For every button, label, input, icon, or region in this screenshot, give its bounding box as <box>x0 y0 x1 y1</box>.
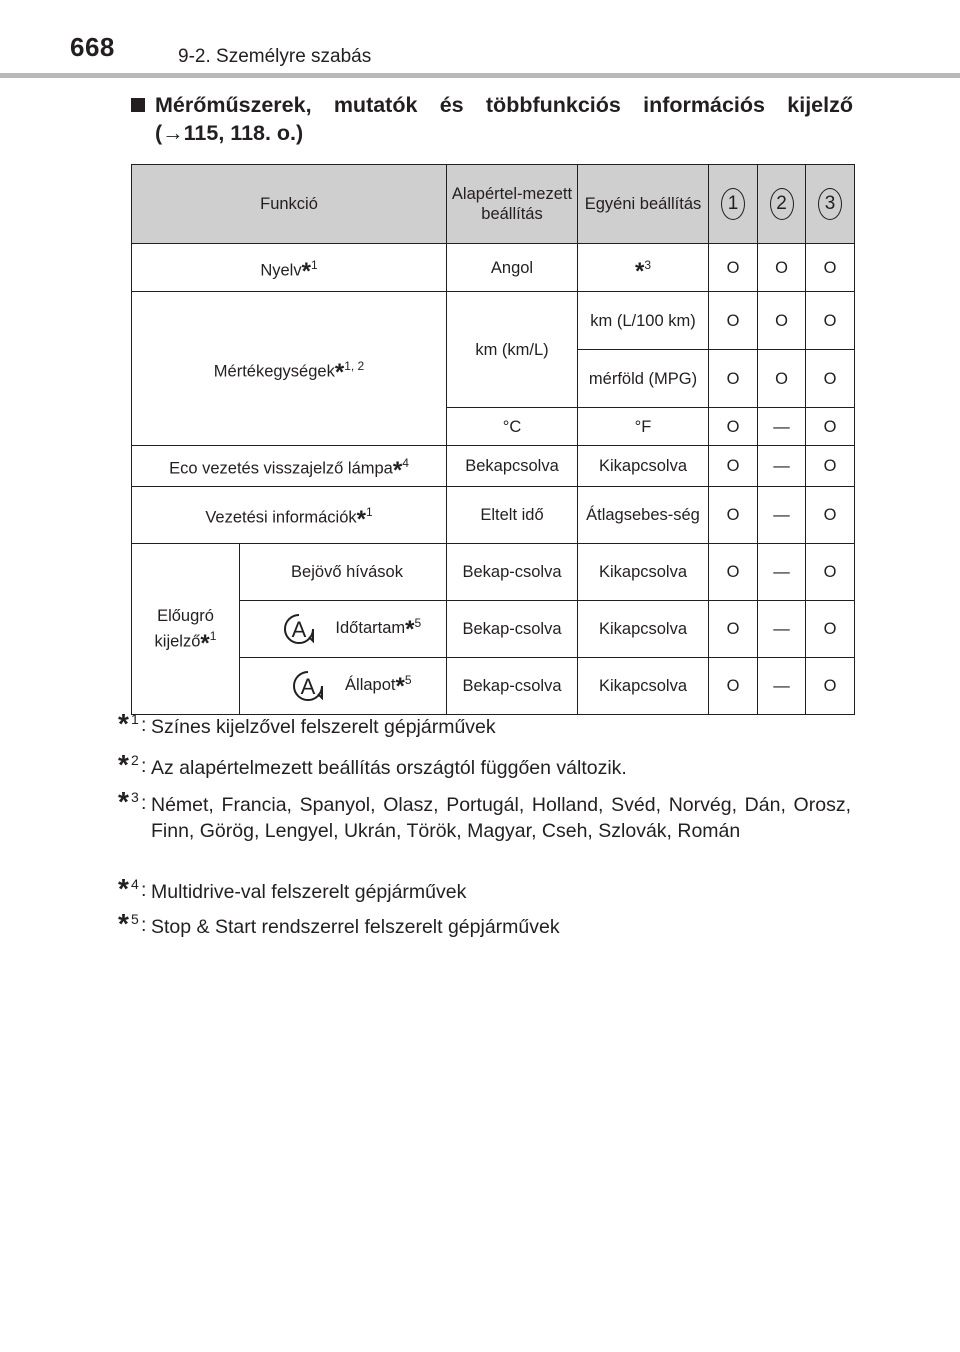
table-row <box>132 601 855 658</box>
cell-c3: O <box>806 446 855 487</box>
row-label: Előugró kijelző*$^1$ <box>132 544 240 715</box>
svg-text:A: A <box>301 674 316 700</box>
cell-custom: Kikapcsolva <box>578 601 709 658</box>
cell-default: Eltelt idő <box>447 487 578 544</box>
cell-custom: *$^3$ <box>578 244 709 292</box>
cell-custom: Átlagsebes-ség <box>578 487 709 544</box>
row-label: Mértékegységek*$^{1, 2}$ <box>132 292 447 446</box>
cell-c2: O <box>758 350 806 408</box>
table-row <box>132 244 855 292</box>
cell-default: Bekapcsolva <box>447 446 578 487</box>
cell-c1: O <box>709 446 758 487</box>
table-row <box>132 446 855 487</box>
cell-c2: — <box>758 487 806 544</box>
cell-custom: mérföld (MPG) <box>578 350 709 408</box>
section-title-line1: Mérőműszerek, mutatók és többfunkciós információs kijelző <box>155 93 853 117</box>
cell-default: Bekap-csolva <box>447 658 578 715</box>
cell-c2: O <box>758 244 806 292</box>
cell-c3: O <box>806 292 855 350</box>
header-col-3 <box>806 165 855 244</box>
cell-c3: O <box>806 244 855 292</box>
cell-c2: — <box>758 658 806 715</box>
cell-c1: O <box>709 292 758 350</box>
header-col-1 <box>709 165 758 244</box>
cell-c3: O <box>806 350 855 408</box>
cell-c1: O <box>709 244 758 292</box>
header-default: Alapértel-mezett beállítás <box>447 165 578 244</box>
cell-c1: O <box>709 658 758 715</box>
svg-text:A: A <box>291 617 307 643</box>
cell-custom: Kikapcsolva <box>578 658 709 715</box>
cell-c1: O <box>709 487 758 544</box>
circled-number: 1 <box>721 188 745 220</box>
sub-label: A Időtartam*$^5$ <box>240 601 447 658</box>
cell-c1: O <box>709 350 758 408</box>
table-row <box>132 658 855 715</box>
sub-label: Bejövő hívások <box>240 544 447 601</box>
cell-custom: Kikapcsolva <box>578 446 709 487</box>
cell-c2: O <box>758 292 806 350</box>
header-col-2 <box>758 165 806 244</box>
cell-c2: — <box>758 408 806 446</box>
cell-c3: O <box>806 601 855 658</box>
header-divider <box>0 73 960 78</box>
sub-label: A Állapot*$^5$ <box>240 658 447 715</box>
table-row <box>132 292 855 350</box>
cell-c3: O <box>806 408 855 446</box>
circled-number: 2 <box>770 188 794 220</box>
circled-number: 3 <box>818 188 842 220</box>
cell-c2: — <box>758 446 806 487</box>
settings-table <box>131 164 855 715</box>
cell-c3: O <box>806 544 855 601</box>
row-label: Nyelv*$^1$ <box>132 244 447 292</box>
square-bullet-icon <box>131 98 145 112</box>
cell-custom: °F <box>578 408 709 446</box>
table-row <box>132 544 855 601</box>
cell-default: Bekap-csolva <box>447 544 578 601</box>
cell-default: km (km/L) <box>447 292 578 408</box>
cell-c3: O <box>806 487 855 544</box>
circled-a-icon <box>283 613 315 645</box>
cell-c2: — <box>758 544 806 601</box>
row-label: Eco vezetés visszajelző lámpa*$^4$ <box>132 446 447 487</box>
page-number: 668 <box>70 32 115 62</box>
circled-a-icon <box>292 670 324 702</box>
cell-c1: O <box>709 601 758 658</box>
section-title-line2: (→115, 118. o.) <box>155 121 304 145</box>
chapter-title: 9-2. Személyre szabás <box>178 46 372 67</box>
page-header <box>0 0 960 80</box>
cell-custom: km (L/100 km) <box>578 292 709 350</box>
cell-c2: — <box>758 601 806 658</box>
header-custom: Egyéni beállítás <box>578 165 709 244</box>
cell-c3: O <box>806 658 855 715</box>
table-header-row <box>132 165 855 244</box>
cell-c1: O <box>709 408 758 446</box>
header-function: Funkció <box>132 165 447 244</box>
row-label: Vezetési információk*$^1$ <box>132 487 447 544</box>
cell-default: Angol <box>447 244 578 292</box>
cell-custom: Kikapcsolva <box>578 544 709 601</box>
cell-c1: O <box>709 544 758 601</box>
cell-default: Bekap-csolva <box>447 601 578 658</box>
table-row <box>132 487 855 544</box>
cell-default: °C <box>447 408 578 446</box>
